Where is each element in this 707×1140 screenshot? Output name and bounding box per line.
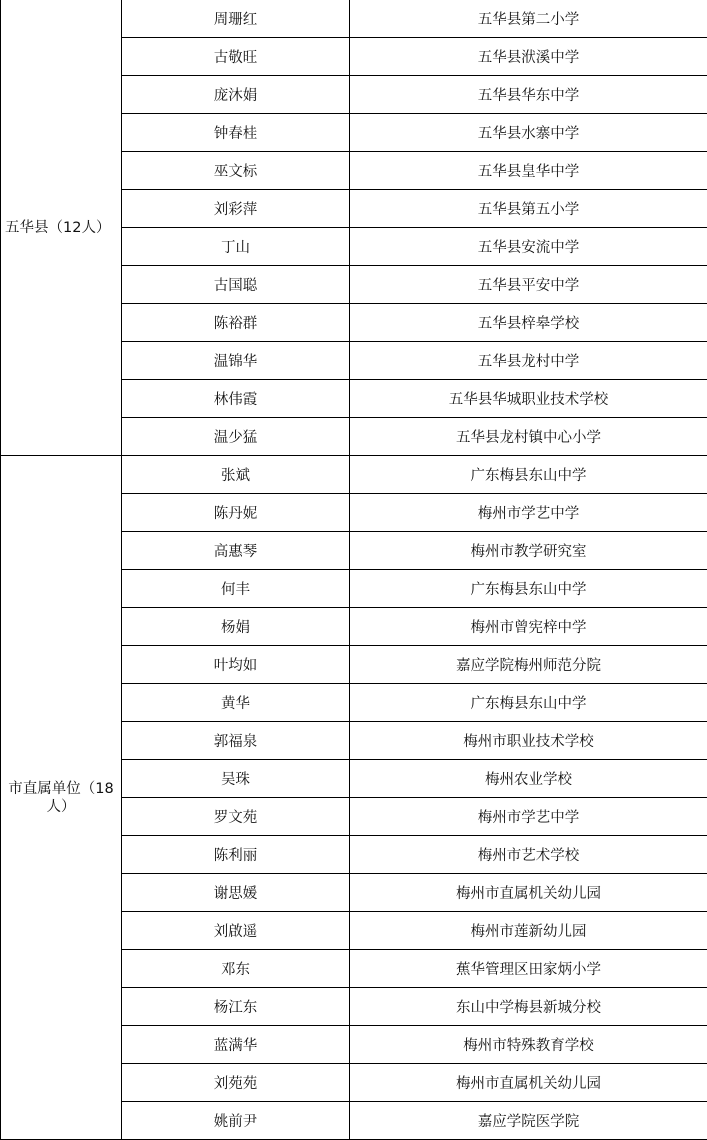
work-unit: 东山中学梅县新城分校 [350, 988, 707, 1026]
person-name: 何丰 [122, 570, 350, 608]
work-unit: 五华县华东中学 [350, 76, 707, 114]
work-unit: 五华县洑溪中学 [350, 38, 707, 76]
person-name: 叶均如 [122, 646, 350, 684]
person-name: 杨江东 [122, 988, 350, 1026]
work-unit: 梅州市学艺中学 [350, 798, 707, 836]
work-unit: 广东梅县东山中学 [350, 456, 707, 494]
person-name: 蓝满华 [122, 1026, 350, 1064]
person-name: 吴珠 [122, 760, 350, 798]
group-label: 五华县（12人） [5, 219, 110, 237]
person-name: 郭福泉 [122, 722, 350, 760]
work-unit: 梅州农业学校 [350, 760, 707, 798]
work-unit: 广东梅县东山中学 [350, 570, 707, 608]
person-name: 丁山 [122, 228, 350, 266]
work-unit: 五华县龙村镇中心小学 [350, 418, 707, 456]
work-unit: 五华县华城职业技术学校 [350, 380, 707, 418]
work-unit: 蕉华管理区田家炳小学 [350, 950, 707, 988]
work-unit: 五华县龙村中学 [350, 342, 707, 380]
work-unit: 嘉应学院医学院 [350, 1102, 707, 1140]
work-unit: 五华县皇华中学 [350, 152, 707, 190]
work-unit: 五华县第二小学 [350, 0, 707, 38]
person-name: 刘彩萍 [122, 190, 350, 228]
person-name: 刘苑苑 [122, 1064, 350, 1102]
person-name: 林伟霞 [122, 380, 350, 418]
person-name: 高惠琴 [122, 532, 350, 570]
person-name: 古国聪 [122, 266, 350, 304]
work-unit: 梅州市艺术学校 [350, 836, 707, 874]
work-unit: 梅州市直属机关幼儿园 [350, 874, 707, 912]
work-unit: 梅州市直属机关幼儿园 [350, 1064, 707, 1102]
person-name: 巫文标 [122, 152, 350, 190]
work-unit: 五华县安流中学 [350, 228, 707, 266]
roster-table-body [1, 0, 707, 1140]
person-name: 邓东 [122, 950, 350, 988]
person-name: 杨娟 [122, 608, 350, 646]
work-unit: 五华县第五小学 [350, 190, 707, 228]
person-name: 罗文苑 [122, 798, 350, 836]
work-unit: 梅州市特殊教育学校 [350, 1026, 707, 1064]
person-name: 陈利丽 [122, 836, 350, 874]
person-name: 庞沐娟 [122, 76, 350, 114]
person-name: 姚前尹 [122, 1102, 350, 1140]
person-name: 刘啟遥 [122, 912, 350, 950]
person-name: 谢思媛 [122, 874, 350, 912]
work-unit: 广东梅县东山中学 [350, 684, 707, 722]
person-name: 钟春桂 [122, 114, 350, 152]
group-label: 市直属单位（18人） [5, 780, 117, 816]
person-name: 古敬旺 [122, 38, 350, 76]
person-name: 黄华 [122, 684, 350, 722]
work-unit: 梅州市莲新幼儿园 [350, 912, 707, 950]
group-label-cell [1, 0, 122, 456]
work-unit: 五华县梓皋学校 [350, 304, 707, 342]
person-name: 温少猛 [122, 418, 350, 456]
work-unit: 嘉应学院梅州师范分院 [350, 646, 707, 684]
work-unit: 五华县平安中学 [350, 266, 707, 304]
table-row [1, 0, 707, 38]
group-label-cell [1, 456, 122, 1140]
person-name: 周珊红 [122, 0, 350, 38]
person-name: 温锦华 [122, 342, 350, 380]
person-name: 陈丹妮 [122, 494, 350, 532]
work-unit: 梅州市职业技术学校 [350, 722, 707, 760]
person-name: 张斌 [122, 456, 350, 494]
work-unit: 梅州市学艺中学 [350, 494, 707, 532]
work-unit: 梅州市教学研究室 [350, 532, 707, 570]
work-unit: 五华县水寨中学 [350, 114, 707, 152]
table-row [1, 456, 707, 494]
work-unit: 梅州市曾宪梓中学 [350, 608, 707, 646]
person-name: 陈裕群 [122, 304, 350, 342]
